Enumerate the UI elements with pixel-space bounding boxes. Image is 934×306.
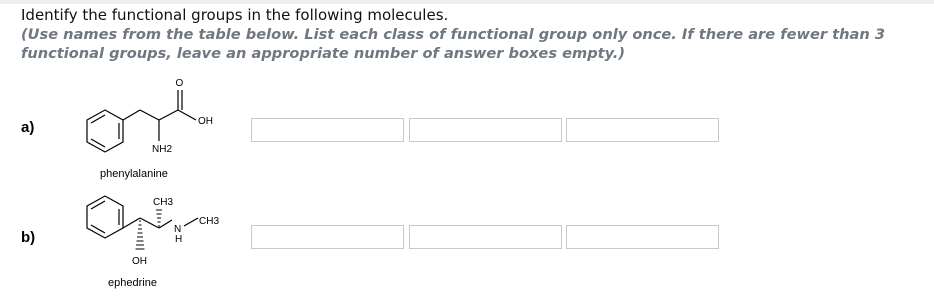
atom-label-h: H: [175, 234, 183, 245]
phenylalanine-structure: [60, 72, 260, 196]
atom-label-o: O: [175, 78, 184, 89]
atom-label-n: N: [174, 224, 182, 235]
part-b-label: b): [21, 229, 36, 246]
part-a-label: a): [21, 119, 35, 136]
question-text: Identify the functional groups in the following molecules.: [21, 6, 449, 24]
atom-label-nh2: NH2: [152, 144, 173, 155]
ephedrine-structure: [60, 180, 260, 306]
answer-b-1[interactable]: [251, 225, 404, 249]
molecule-name-a: phenylalanine: [100, 168, 168, 180]
atom-label-oh: OH: [198, 116, 213, 127]
answer-b-2[interactable]: [409, 225, 562, 249]
atom-label-ch3-top: CH3: [153, 197, 174, 208]
answer-a-1[interactable]: [251, 118, 404, 142]
instruction-note: (Use names from the table below. List each class of functional group only once. If there are fewer than 3 functional groups, leave an appropriate number of answer boxes empty.): [21, 26, 885, 62]
top-divider: [0, 0, 934, 4]
answer-b-3[interactable]: [566, 225, 719, 249]
molecule-name-b: ephedrine: [108, 277, 157, 289]
atom-label-oh-b: OH: [132, 256, 147, 267]
answer-a-3[interactable]: [566, 118, 719, 142]
answer-a-2[interactable]: [409, 118, 562, 142]
instructions: [21, 6, 926, 63]
atom-label-ch3-right: CH3: [199, 216, 220, 227]
